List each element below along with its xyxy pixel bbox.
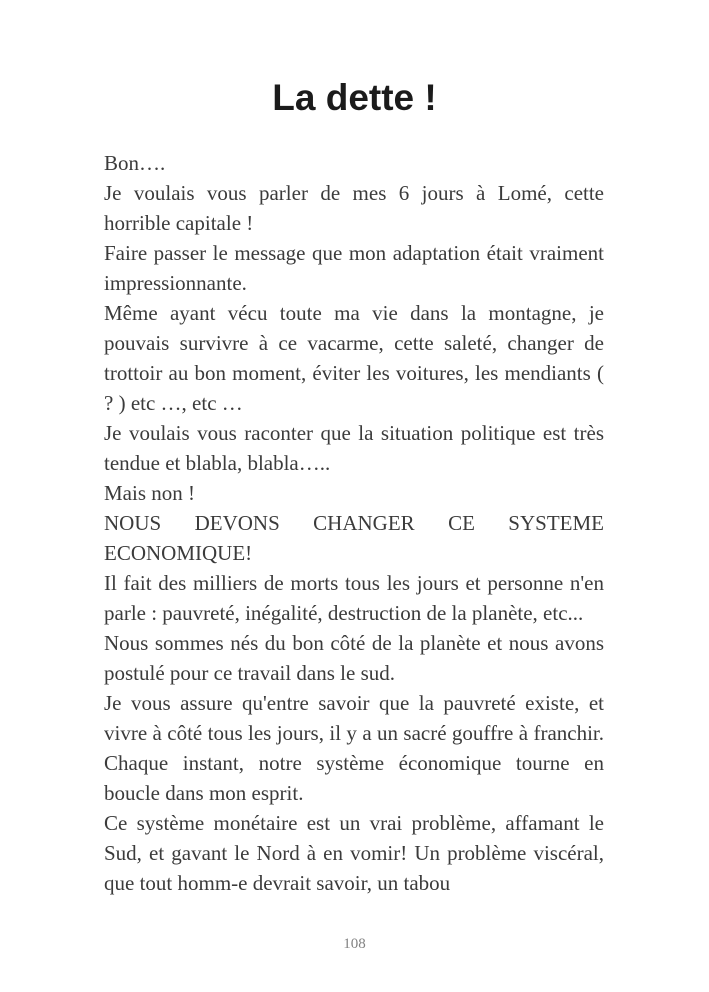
paragraph: Ce système monétaire est un vrai problème, affamant le Sud, et gavant le Nord à en vomir! Un problème viscéral, que tout homm-e devrait savoir, un tabou: [104, 811, 604, 895]
paragraph: Faire passer le message que mon adaptation était vraiment impressionnante.: [104, 241, 604, 295]
paragraph: Nous sommes nés du bon côté de la planète et nous avons postulé pour ce travail dans le sud.: [104, 631, 604, 685]
paragraph: Mais non !: [104, 481, 195, 505]
paragraph: NOUS DEVONS CHANGER CE SYSTEME ECONOMIQUE!: [104, 511, 604, 565]
paragraph: Je voulais vous raconter que la situation politique est très tendue et blabla, blabla…..: [104, 421, 604, 475]
page-title: La dette !: [272, 77, 437, 118]
paragraph: Je voulais vous parler de mes 6 jours à Lomé, cette horrible capitale !: [104, 181, 604, 235]
page-number: 108: [343, 936, 366, 952]
paragraph: Bon….: [104, 151, 166, 175]
body-text: [104, 148, 604, 898]
paragraph: Il fait des milliers de morts tous les jours et personne n'en parle : pauvreté, inégalité, destruction de la planète, etc...: [104, 571, 604, 625]
paragraph: Même ayant vécu toute ma vie dans la montagne, je pouvais survivre à ce vacarme, cette saleté, changer de trottoir au bon moment, éviter les voitures, les mendiants ( ? ) etc …, etc …: [104, 301, 604, 415]
paragraph: Je vous assure qu'entre savoir que la pauvreté existe, et vivre à côté tous les jours, il y a un sacré gouffre à franchir. Chaque instant, notre système économique tourne en boucle dans mon esprit.: [104, 691, 604, 805]
